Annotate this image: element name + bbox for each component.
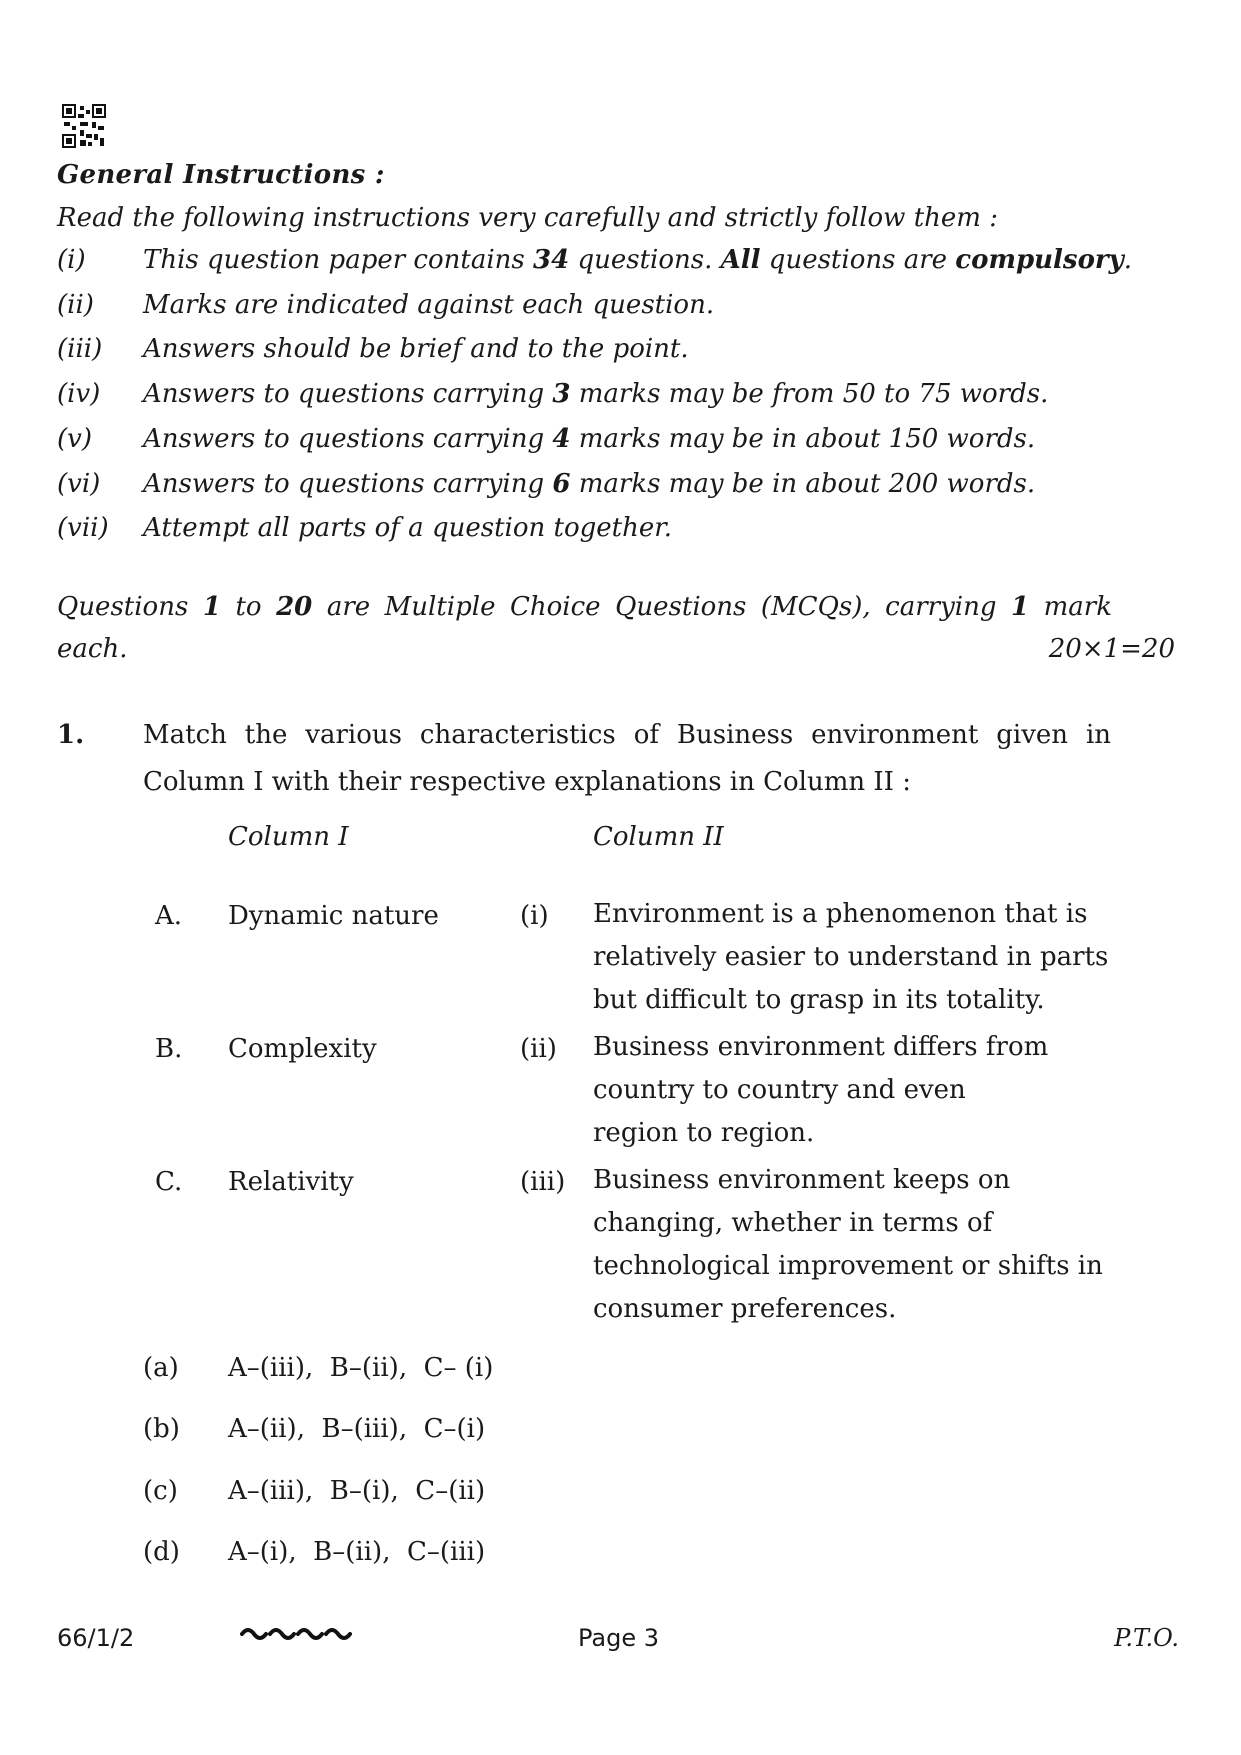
bold-text: 6 bbox=[552, 469, 571, 499]
match-row-term: Complexity bbox=[228, 1034, 377, 1064]
bold-text: compulsory bbox=[955, 245, 1124, 275]
instruction-text bbox=[143, 469, 1035, 499]
instruction-number: (i) bbox=[57, 245, 86, 275]
option-label: (a) bbox=[143, 1353, 179, 1383]
text-run: Answers to questions carrying bbox=[143, 424, 553, 454]
explanation-line: Business environment keeps on bbox=[593, 1165, 1011, 1195]
text-run: Questions bbox=[57, 592, 203, 622]
match-row-letter: B. bbox=[155, 1034, 183, 1064]
text-run: Marks are indicated against each question. bbox=[143, 290, 715, 320]
option-text: A–(iii), B–(i), C–(ii) bbox=[228, 1476, 486, 1506]
instruction-number: (vi) bbox=[57, 469, 101, 499]
explanation-line: country to country and even bbox=[593, 1075, 966, 1105]
text-run: Attempt all parts of a question together. bbox=[143, 513, 673, 543]
instruction-number: (iv) bbox=[57, 379, 101, 409]
text-run: Answers to questions carrying bbox=[143, 469, 553, 499]
bold-text: 20 bbox=[276, 592, 313, 622]
match-row-explanation bbox=[593, 893, 1108, 1022]
bold-text: 34 bbox=[533, 245, 570, 275]
instruction-text bbox=[143, 290, 714, 320]
explanation-line: changing, whether in terms of bbox=[593, 1208, 993, 1238]
text-run: . bbox=[1123, 245, 1132, 275]
pto-label: P.T.O. bbox=[1114, 1624, 1179, 1652]
match-row-term: Relativity bbox=[228, 1167, 354, 1197]
text-run: This question paper contains bbox=[143, 245, 533, 275]
instruction-number: (iii) bbox=[57, 334, 103, 364]
explanation-line: region to region. bbox=[593, 1118, 815, 1148]
explanation-line: Environment is a phenomenon that is bbox=[593, 899, 1088, 929]
text-run: marks may be in about 150 words. bbox=[570, 424, 1036, 454]
instruction-text bbox=[143, 245, 1132, 275]
instruction-number: (ii) bbox=[57, 290, 94, 320]
paper-code: 66/1/2 bbox=[57, 1624, 135, 1652]
instruction-text bbox=[143, 334, 689, 364]
tilde-ornament-icon bbox=[240, 1620, 352, 1648]
mcq-note-line2: each. bbox=[57, 634, 128, 664]
option-text: A–(i), B–(ii), C–(iii) bbox=[228, 1537, 486, 1567]
match-row-term: Dynamic nature bbox=[228, 901, 439, 931]
question-number: 1. bbox=[57, 720, 85, 750]
text-run: marks may be in about 200 words. bbox=[570, 469, 1036, 499]
explanation-line: relatively easier to understand in parts bbox=[593, 942, 1109, 972]
explanation-line: consumer preferences. bbox=[593, 1294, 897, 1324]
question-text-line2: Column I with their respective explanations in Column II : bbox=[143, 767, 911, 797]
instruction-number: (v) bbox=[57, 424, 92, 454]
match-row-letter: A. bbox=[155, 901, 183, 931]
page-number: Page 3 bbox=[578, 1624, 659, 1652]
text-run: questions. bbox=[569, 245, 721, 275]
bold-text: All bbox=[720, 245, 761, 275]
option-label: (b) bbox=[143, 1414, 180, 1444]
text-run: are Multiple Choice Questions (MCQs), carrying bbox=[312, 592, 1012, 622]
match-row-roman: (i) bbox=[520, 901, 549, 931]
explanation-line: but difficult to grasp in its totality. bbox=[593, 985, 1045, 1015]
column1-heading: Column I bbox=[228, 822, 349, 852]
option-label: (d) bbox=[143, 1537, 180, 1567]
text-run: Answers to questions carrying bbox=[143, 379, 553, 409]
option-text: A–(ii), B–(iii), C–(i) bbox=[228, 1414, 486, 1444]
qr-code-icon bbox=[62, 104, 106, 148]
instruction-text bbox=[143, 379, 1048, 409]
explanation-line: Business environment differs from bbox=[593, 1032, 1049, 1062]
text-run: to bbox=[220, 592, 277, 622]
text-run: questions are bbox=[760, 245, 956, 275]
bold-text: 3 bbox=[552, 379, 571, 409]
instruction-number: (vii) bbox=[57, 513, 109, 543]
bold-text: 1 bbox=[1011, 592, 1030, 622]
question-text-line1: Match the various characteristics of Business environment given in bbox=[143, 720, 1111, 750]
match-row-roman: (iii) bbox=[520, 1167, 566, 1197]
text-run: Answers should be brief and to the point. bbox=[143, 334, 689, 364]
option-text: A–(iii), B–(ii), C– (i) bbox=[228, 1353, 494, 1383]
general-instructions-title: General Instructions : bbox=[57, 160, 385, 190]
match-row-explanation bbox=[593, 1026, 1048, 1155]
match-row-explanation bbox=[593, 1159, 1103, 1331]
match-row-roman: (ii) bbox=[520, 1034, 557, 1064]
match-row-letter: C. bbox=[155, 1167, 183, 1197]
mcq-marks: 20×1=20 bbox=[1048, 634, 1175, 664]
bold-text: 1 bbox=[202, 592, 221, 622]
text-run: marks may be from 50 to 75 words. bbox=[570, 379, 1049, 409]
column2-heading: Column II bbox=[593, 822, 724, 852]
instruction-text bbox=[143, 424, 1035, 454]
instruction-text bbox=[143, 513, 672, 543]
explanation-line: technological improvement or shifts in bbox=[593, 1251, 1103, 1281]
general-instructions-intro: Read the following instructions very carefully and strictly follow them : bbox=[57, 203, 998, 233]
option-label: (c) bbox=[143, 1476, 178, 1506]
bold-text: 4 bbox=[552, 424, 571, 454]
mcq-note-line bbox=[57, 592, 1112, 622]
text-run: mark bbox=[1029, 592, 1112, 622]
